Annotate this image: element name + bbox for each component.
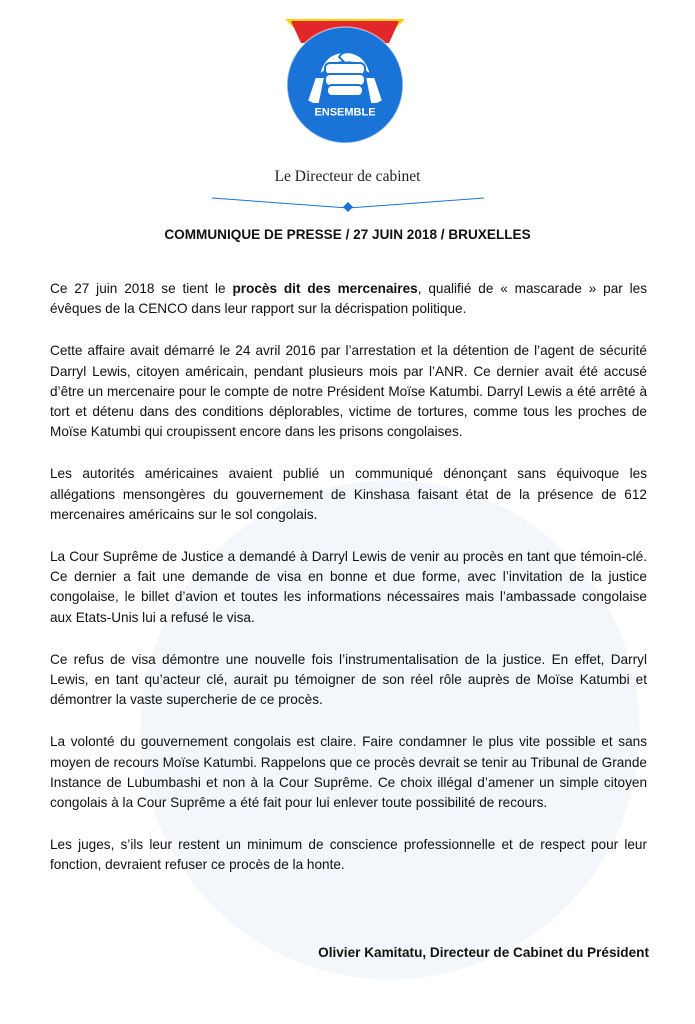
body-text [50,279,647,898]
paragraph-4: La Cour Suprême de Justice a demandé à Darryl Lewis de venir au procès en tant que témoin-clé. Ce dernier a fait une demande de visa en bonne et due forme, avec l’invitation de la justice congolaise, le billet d’avion et toutes les informations nécessaires mais l’ambassade congolaise aux Etats-Unis lui a refusé le visa. [50,549,647,625]
paragraph-5: Ce refus de visa démontre une nouvelle fois l’instrumentalisation de la justice. En effet, Darryl Lewis, en tant qu’acteur clé, aurait pu témoigner de son réel rôle auprès de Moïse Katumbi et démontrer la vaste supercherie de ce procès. [50,651,647,708]
ensemble-logo [281,17,409,145]
signature: Olivier Kamitatu, Directeur de Cabinet du Président [318,945,649,960]
paragraph-7: Les juges, s’ils leur restent un minimum de conscience professionnelle et de respect pour leur fonction, devraient refuser ce procès de la honte. [50,837,647,873]
paragraph-1-text-end: , qualifié de « mascarade » par les évêques de la CENCO dans leur rapport sur la décrispation politique. [50,281,647,317]
paragraph-1-bold: procès dit des mercenaires [232,281,418,296]
press-release-headline: COMMUNIQUE DE PRESSE / 27 JUIN 2018 / BRUXELLES [164,227,531,242]
paragraph-6: La volonté du gouvernement congolais est claire. Faire condamner le plus vite possible et sans moyen de recours Moïse Katumbi. Rappelons que ce procès devrait se tenir au Tribunal de Grande Instance de Lubumbashi et non à la Cour Suprême. Ce choix illégal d’amener un simple citoyen congolais à la Cour Suprême a été fait pour lui enlever toute possibilité de recours. [50,734,647,811]
paragraph-2: Cette affaire avait démarré le 24 avril 2016 par l’arrestation et la détention de l’agent de sécurité Darryl Lewis, citoyen américain, pendant plusieurs mois par l’ANR. Ce dernier avait été accusé d’être un mercenaire pour le compte de notre Président Moïse Katumbi. Darryl Lewis a été arrêté à tort et détenu dans des conditions déplorables, victime de tortures, comme tous les proches de Moïse Katumbi qui croupissent encore dans les prisons congolaises. [50,343,647,440]
paragraph-1 [50,279,647,319]
divider-ornament [212,196,484,212]
logo-text: ENSEMBLE [314,106,376,119]
paragraph-1-text: Ce 27 juin 2018 se tient le [50,281,233,296]
paragraph-3: Les autorités américaines avaient publié un communiqué dénonçant sans équivoque les allégations mensongères du gouvernement de Kinshasa faisant état de la présence de 612 mercenaires américains sur le sol congolais. [50,466,647,522]
director-title: Le Directeur de cabinet [274,168,421,185]
